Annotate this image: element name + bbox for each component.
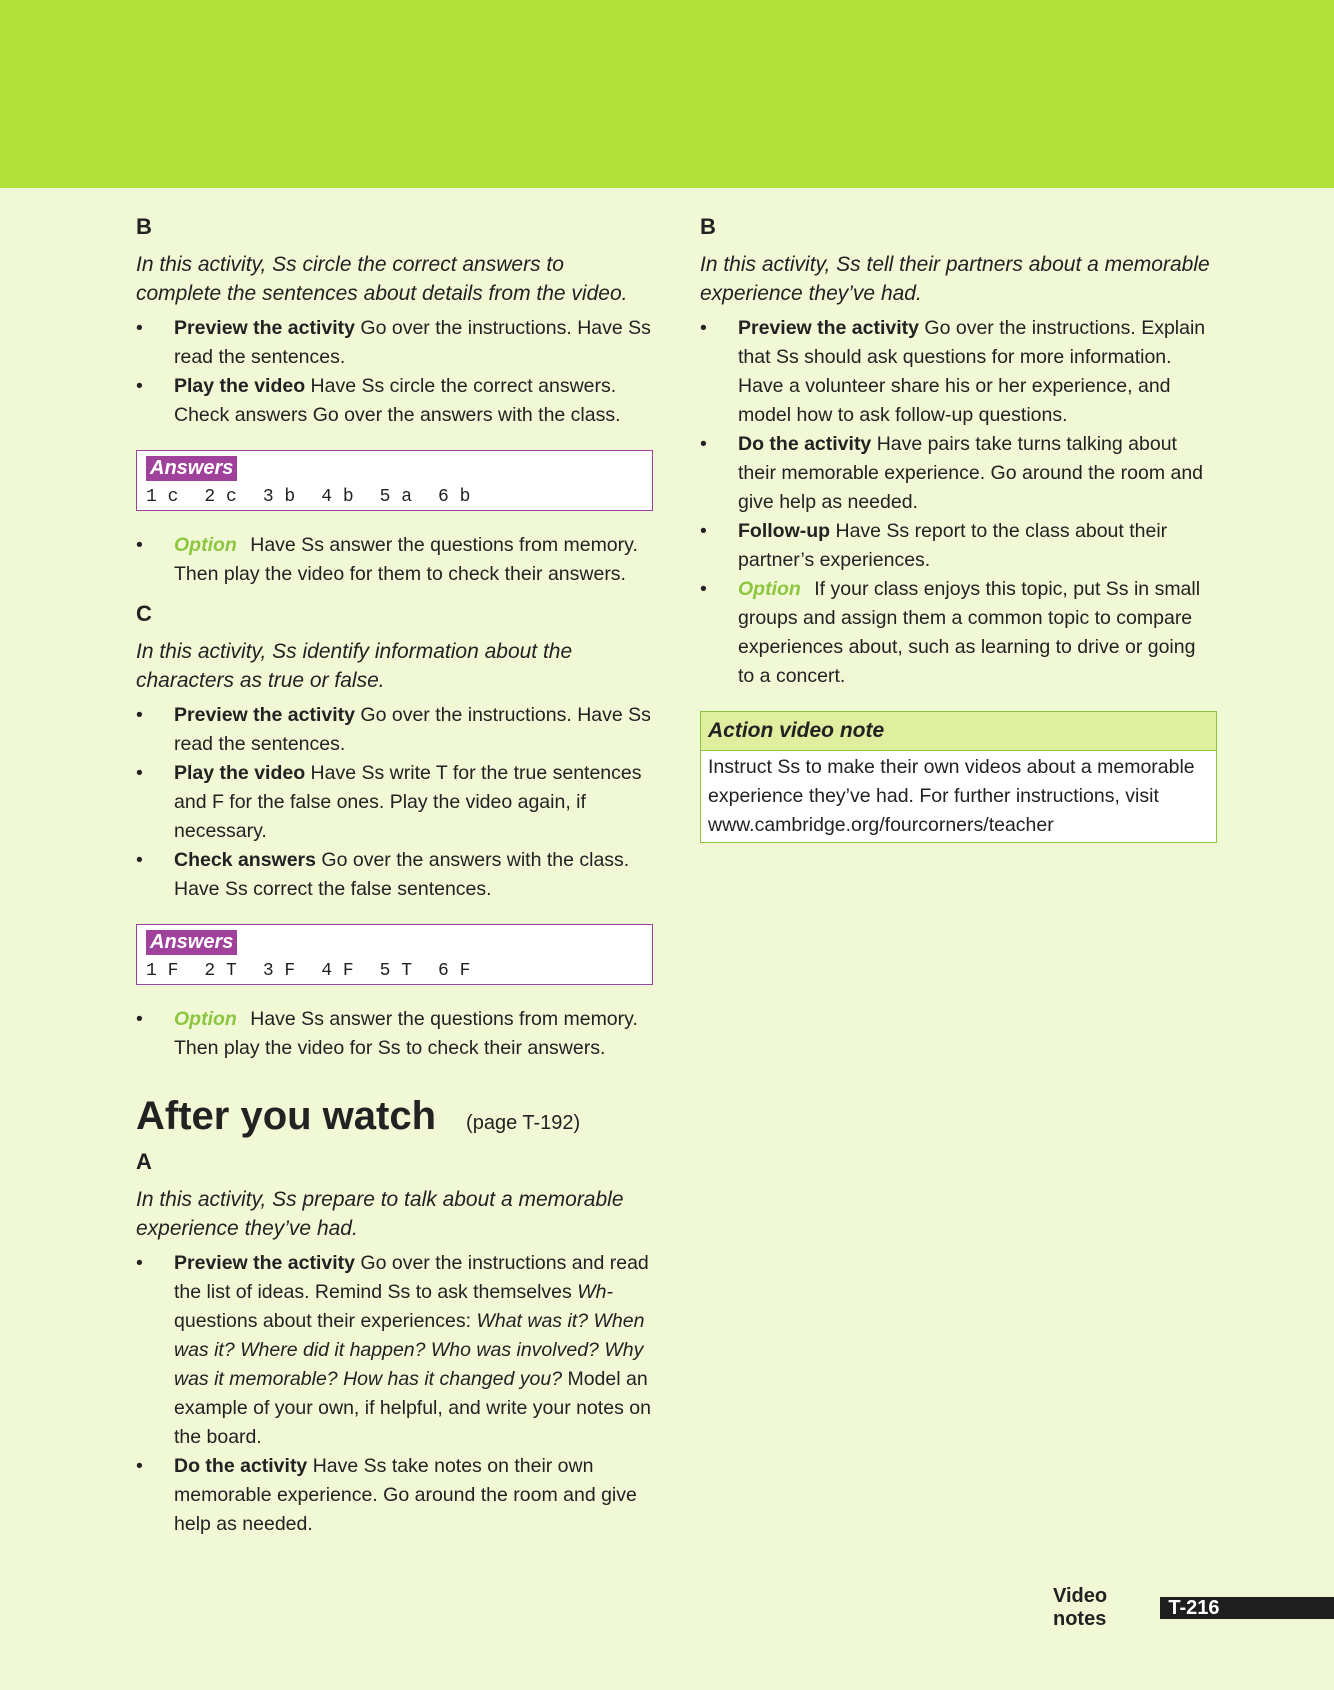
section-b-left <box>136 212 653 589</box>
list-item <box>700 517 1217 575</box>
section-intro: In this activity, Ss identify information about the characters as true or false. <box>136 640 573 692</box>
section-c-left <box>136 599 653 1063</box>
item-heading: Play the video <box>174 762 306 784</box>
bullet-icon: • <box>700 578 707 600</box>
item-heading: Preview the activity <box>738 317 920 339</box>
page-number: T-216 <box>1160 1597 1334 1619</box>
answer-item: 2 c <box>204 487 237 507</box>
section-letter: C <box>136 601 152 626</box>
option-text: Have Ss answer the questions from memory. Then play the video for them to check their answers. <box>174 534 638 585</box>
answer-item: 3 b <box>262 487 296 507</box>
option-list <box>136 531 653 589</box>
answers-row <box>146 486 496 508</box>
list-item <box>136 701 653 759</box>
section-letter: B <box>136 214 152 239</box>
item-heading: Preview the activity <box>174 1252 356 1274</box>
option-list <box>136 1005 653 1063</box>
answer-item: 2 T <box>204 961 237 981</box>
answer-item: 5 T <box>379 961 413 981</box>
bullet-icon: • <box>136 1008 143 1030</box>
answer-item: 4 F <box>321 961 354 981</box>
section-letter: B <box>700 214 716 239</box>
item-questions: What was it? When was it? Where did it happen? Who was involved? Why was it memorable? How has it changed you? <box>174 1310 645 1390</box>
instruction-list <box>136 314 653 430</box>
item-text: Model an example of your own, if helpful, and write your notes on the board. <box>174 1368 651 1448</box>
bullet-icon: • <box>136 534 143 556</box>
list-item <box>136 1005 653 1063</box>
page-reference: (page T-192) <box>466 1112 581 1134</box>
section-intro: In this activity, Ss tell their partners about a memorable experience they’ve had. <box>700 253 1210 305</box>
section-heading <box>136 1093 653 1139</box>
left-column <box>136 212 653 1539</box>
page-footer <box>1053 1585 1334 1630</box>
option-label: Option <box>174 1008 237 1030</box>
answer-item: 1 F <box>146 961 179 981</box>
bullet-icon: • <box>700 317 707 339</box>
section-title: After you watch <box>136 1094 437 1138</box>
list-item <box>700 575 1217 691</box>
answer-item: 4 b <box>321 487 354 507</box>
after-you-watch-section <box>136 1093 653 1539</box>
answers-box <box>136 450 653 511</box>
note-body: Instruct Ss to make their own videos about a memorable experience they’ve had. For further instructions, visit www.cambridge.org/fourcorners/teacher <box>708 756 1195 836</box>
bullet-icon: • <box>136 1455 143 1477</box>
right-column <box>700 212 1217 843</box>
item-text: questions about their experiences: <box>174 1310 477 1332</box>
list-item <box>136 1249 653 1452</box>
instruction-list <box>136 1249 653 1539</box>
section-letter: A <box>136 1149 152 1174</box>
item-heading: Preview the activity <box>174 704 356 726</box>
list-item <box>136 1452 653 1539</box>
answers-row <box>146 960 496 982</box>
item-heading: Preview the activity <box>174 317 356 339</box>
section-intro: In this activity, Ss circle the correct answers to complete the sentences about details from the video. <box>136 253 628 305</box>
list-item <box>136 314 653 372</box>
option-label: Option <box>174 534 237 556</box>
answers-label: Answers <box>146 930 237 955</box>
list-item <box>136 846 653 904</box>
list-item <box>136 531 653 589</box>
item-heading: Play the video <box>174 375 306 397</box>
item-heading: Check answers <box>174 849 316 871</box>
item-text: Have Ss report to the class about their partner’s experiences. <box>738 520 1168 571</box>
header-band <box>0 0 1334 188</box>
footer-label: Video notes <box>1053 1585 1108 1630</box>
item-text: Go over the instructions. Have Ss read the sentences. <box>174 317 651 368</box>
section-intro: In this activity, Ss prepare to talk about a memorable experience they’ve had. <box>136 1188 624 1240</box>
item-text-italic: Wh- <box>577 1281 613 1303</box>
list-item <box>700 314 1217 430</box>
answer-item: 3 F <box>262 961 296 981</box>
item-text: Go over the instructions. Have Ss read the sentences. <box>174 704 651 755</box>
bullet-icon: • <box>700 520 707 542</box>
bullet-icon: • <box>136 849 143 871</box>
bullet-icon: • <box>136 317 143 339</box>
list-item <box>136 759 653 846</box>
item-text: Have Ss circle the correct answers. Check answers Go over the answers with the class. <box>174 375 621 426</box>
item-text: Go over the instructions. Explain that Ss should ask questions for more information. Have a volunteer share his or her experience, and model how to ask follow-up questions. <box>738 317 1206 426</box>
option-text: Have Ss answer the questions from memory. Then play the video for Ss to check their answers. <box>174 1008 638 1059</box>
list-item <box>136 372 653 430</box>
answer-item: 6 F <box>438 961 471 981</box>
section-b-right <box>700 212 1217 691</box>
answer-item: 1 c <box>146 487 179 507</box>
item-text: Go over the instructions and read the list of ideas. Remind Ss to ask themselves <box>174 1252 649 1303</box>
option-text: If your class enjoys this topic, put Ss in small groups and assign them a common topic to compare experiences about, such as learning to drive or going to a concert. <box>738 578 1201 687</box>
item-text: Go over the answers with the class. Have Ss correct the false sentences. <box>174 849 630 900</box>
item-text: Have Ss take notes on their own memorable experience. Go around the room and give help as needed. <box>174 1455 637 1535</box>
list-item <box>700 430 1217 517</box>
answer-item: 6 b <box>438 487 471 507</box>
bullet-icon: • <box>700 433 707 455</box>
answers-label: Answers <box>146 456 237 481</box>
bullet-icon: • <box>136 375 143 397</box>
note-title: Action video note <box>701 712 1216 751</box>
bullet-icon: • <box>136 1252 143 1274</box>
item-heading: Follow-up <box>738 520 831 542</box>
answers-box <box>136 924 653 985</box>
bullet-icon: • <box>136 704 143 726</box>
item-text: Have pairs take turns talking about their memorable experience. Go around the room and give help as needed. <box>738 433 1204 513</box>
item-heading: Do the activity <box>738 433 872 455</box>
bullet-icon: • <box>136 762 143 784</box>
answer-item: 5 a <box>379 487 413 507</box>
item-heading: Do the activity <box>174 1455 308 1477</box>
instruction-list <box>700 314 1217 691</box>
action-video-note <box>700 711 1217 843</box>
instruction-list <box>136 701 653 904</box>
option-label: Option <box>738 578 801 600</box>
item-text: Have Ss write T for the true sentences and F for the false ones. Play the video again, if necessary. <box>174 762 642 842</box>
